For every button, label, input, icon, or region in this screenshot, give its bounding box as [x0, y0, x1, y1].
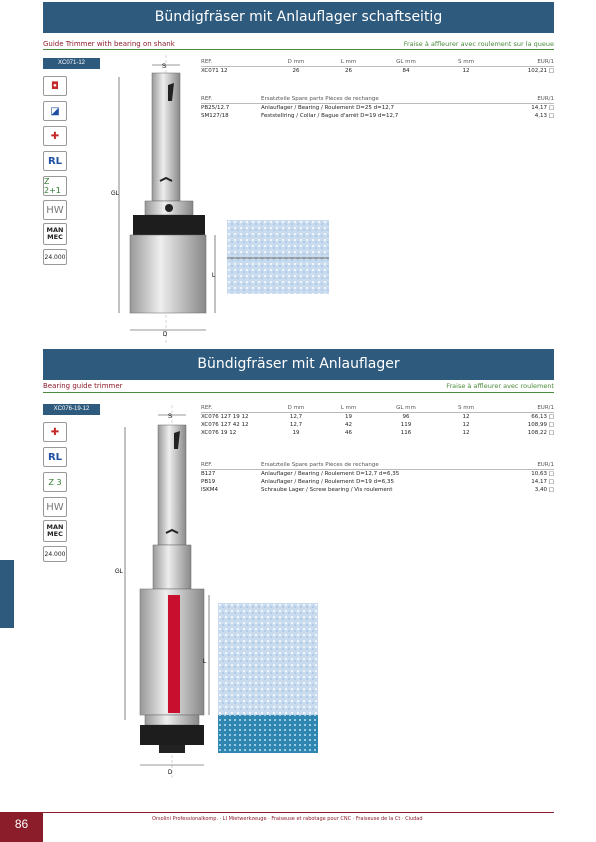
- profile-icon: ✚: [43, 422, 67, 442]
- edge-trim-icon: ◪: [43, 101, 67, 121]
- divider: [43, 392, 554, 393]
- side-tab: [0, 560, 14, 628]
- dim-l: L: [212, 273, 216, 279]
- rpm-icon: 24.000: [43, 546, 67, 562]
- screw-icon: [165, 204, 173, 212]
- profile-icon: ✚: [43, 126, 67, 146]
- dim-d: D: [163, 332, 168, 338]
- rpm-icon: 24.000: [43, 249, 67, 265]
- dim-l: L: [203, 659, 207, 665]
- teeth-count-icon: Z 2+1: [43, 176, 67, 196]
- dim-d: D: [168, 770, 173, 776]
- bearing-shank-icon: ◘: [43, 76, 67, 96]
- section2-code-badge: XC076-19-12: [43, 404, 100, 415]
- section1-code-badge: XC071-12: [43, 58, 100, 69]
- red-flute: [168, 595, 180, 713]
- section2-title: Bündigfräser mit Anlauflager: [43, 349, 554, 380]
- man-mec-icon: MAN MEC: [43, 223, 67, 245]
- section1-subtitle-en: Guide Trimmer with bearing on shank: [43, 40, 175, 48]
- page-number: 86: [0, 812, 43, 842]
- table-row: ISKM4 Schraube Lager / Screw bearing / Vis roulement 3,40 □: [201, 487, 554, 493]
- section1-spare-parts-table: REF. Ersatzteile Spare parts Pièces de rechange EUR/1 PB25/12.7 Anlauflager / Bearing / Roulement D=25 d=12,7 14,17 □ SM127/18 Feststellring / Collar / Bague d'arrêt D=19 d=12,7 4,13 □: [201, 95, 554, 119]
- section1-product-table: REF. D mm L mm GL mm S mm EUR/1 XC071 12 26 26 84 12 102,21 □: [201, 58, 554, 74]
- table-row: SM127/18 Feststellring / Collar / Bague d'arrêt D=19 d=12,7 4,13 □: [201, 113, 554, 119]
- carbide-hw-icon: HW: [43, 200, 67, 220]
- bearing: [133, 215, 205, 235]
- section2-spare-parts-table: REF. Ersatzteile Spare parts Pièces de rechange EUR/1 B127 Anlauflager / Bearing / Roulement D=12,7 d=6,35 10,63 □ PB19 Anlauflager / Bearing / Roulement D=19 d=6,35 14,17 □ ISKM4 Schraube Lager / Screw bearing / Vis roulement 3,40 □: [201, 461, 554, 493]
- table-row: PB19 Anlauflager / Bearing / Roulement D=19 d=6,35 14,17 □: [201, 479, 554, 485]
- rotation-rl-icon: RL: [43, 447, 67, 467]
- footer-text: Orsolini Professionalkomp. · Ll Mietwerkzeuge · Fraiseuse et rabotage pour CNC · Fraiseuse de la Ct · Ciudad: [152, 816, 423, 822]
- table-row: B127 Anlauflager / Bearing / Roulement D=12,7 d=6,35 10,63 □: [201, 471, 554, 477]
- table-row: XC076 127 19 12 12,7 19 96 12 66,13 □: [201, 414, 554, 420]
- dim-s: S: [168, 414, 173, 420]
- divider: [43, 49, 554, 50]
- dim-gl: GL: [115, 569, 124, 575]
- table-row: PB25/12.7 Anlauflager / Bearing / Roulement D=25 d=12,7 14,17 □: [201, 105, 554, 111]
- section2-product-table: REF. D mm L mm GL mm S mm EUR/1 XC076 127 19 12 12,7 19 96 12 66,13 □ XC076 127 42 12 12,7 42 119 12 108,99 □ XC076 19 12 19 46 116 12 108,22 □: [201, 404, 554, 436]
- section1-material-sample: [227, 220, 329, 294]
- dim-s: S: [162, 64, 167, 70]
- table-row: XC076 19 12 19 46 116 12 108,22 □: [201, 430, 554, 436]
- bearing: [140, 725, 204, 745]
- man-mec-icon: MAN MEC: [43, 520, 67, 542]
- section1-title: Bündigfräser mit Anlauflager schaftseitig: [43, 2, 554, 33]
- teeth-count-icon: Z 3: [43, 472, 67, 492]
- shank: [152, 73, 180, 201]
- section1-subtitle-fr: Fraise à affleurer avec roulement sur la queue: [403, 40, 554, 48]
- carbide-hw-icon: HW: [43, 497, 67, 517]
- table-row: XC076 127 42 12 12,7 42 119 12 108,99 □: [201, 422, 554, 428]
- section2-material-sample: [218, 603, 318, 753]
- rotation-rl-icon: RL: [43, 151, 67, 171]
- cutter-body: [130, 235, 206, 313]
- section2-subtitle-fr: Fraise à affleurer avec roulement: [446, 382, 554, 390]
- shank: [158, 425, 186, 545]
- section2-subtitle-en: Bearing guide trimmer: [43, 382, 123, 390]
- table-row: XC071 12 26 26 84 12 102,21 □: [201, 68, 554, 74]
- footer-divider: [43, 812, 554, 813]
- dim-gl: GL: [111, 191, 120, 197]
